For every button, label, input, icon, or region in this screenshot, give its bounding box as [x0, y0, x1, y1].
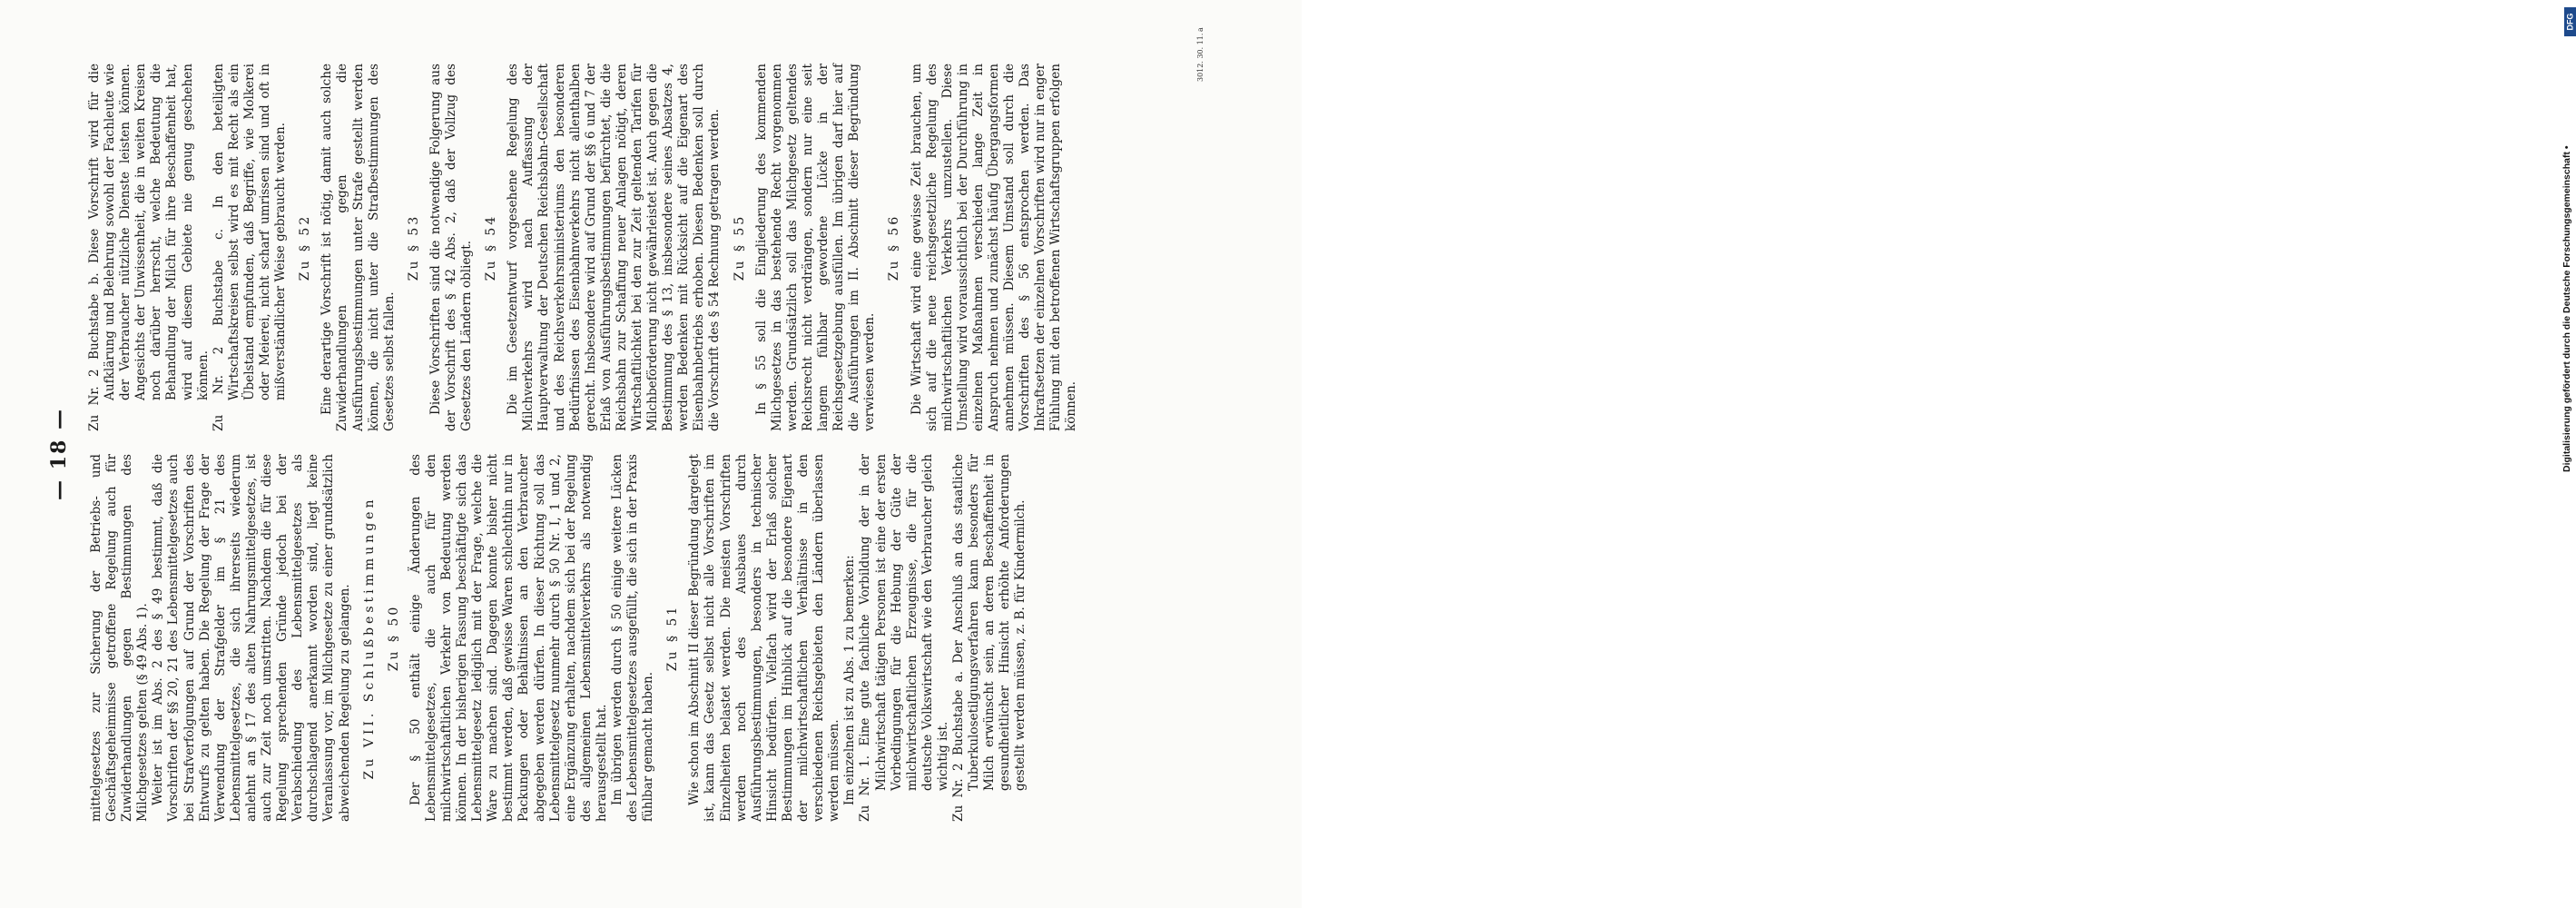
list-item: Zu Nr. 2 Buchstabe b. Diese Vorschrift wird für die Aufklärung und Belehrung sowohl der Fachleute wie der Verbraucher nützliche Dienste leisten können. Angesichts der Unwissenheit, die in weiten Kreisen noch darüber herrscht, welche Bedeutung die Behandlung der Milch für ihre Beschaffenheit hat, wird auf diesem Gebiete nie genug geschehen können.	[87, 64, 211, 431]
paragraph: Die im Gesetzentwurf vorgesehene Regelung des Milchverkehrs wird nach Auffassung der Hauptverwaltung der Deutschen Reichsbahn-Gesellschaft und des Reichsverkehrsministeriums den besonderen Bedürfnissen des Eisenbahnverkehrs nicht allenthalben gerecht. Insbesondere wird auf Grund der §§ 6 und 7 der Erlaß von Ausführungsbestimmungen befürchtet, die die Reichsbahn zur Schaffung neuer Anlagen nötigt, deren Wirtschaftlichkeit bei den zur Zeit geltenden Tarifen für Milchbeförderung nicht gewährleistet ist. Auch gegen die Bestimmung des § 13, insbesondere seines Absatzes 4, werden Bedenken mit Rücksicht auf die Eigenart des Eisenbahnbetriebs erhoben. Diesen Bedenken soll durch die Vorschrift des § 54 Rechnung getragen werden.	[506, 64, 723, 431]
print-code: 3012. 30. 11. a	[1196, 27, 1204, 82]
paragraph: Im einzelnen ist zu Abs. 1 zu bemerken:	[842, 555, 858, 805]
page-number: — 18 —	[47, 408, 71, 500]
dfg-logo-text: DFG	[2565, 13, 2575, 31]
dfg-attribution-strip	[1274, 0, 2575, 908]
document-page	[0, 0, 1271, 908]
paragraph: Die Wirtschaft wird eine gewisse Zeit brauchen, um sich auf die neue reichsgesetzliche Regelung des milchwirtschaftlichen Verkehrs umzustellen. Diese Umstellung wird voraussichtlich bei der Durchführung in einzelnen Maßnahmen verschieden lange Zeit in Anspruch nehmen und zunächst häufig Übergangsformen annehmen müssen. Diesem Umstand soll durch die Vorschriften des § 56 entsprochen werden. Das Inkraftsetzen der einzelnen Vorschriften wird nur in enger Fühlung mit den betroffenen Wirtschaftsgruppen erfolgen können.	[909, 64, 1079, 431]
right-text-column	[87, 64, 1080, 431]
subsection-heading: Zu § 55	[732, 213, 747, 281]
subsection-heading: Zu § 56	[887, 213, 902, 281]
list-item: Zu Nr. 2 Buchstabe a. Der Anschluß an das staatliche Tuberkulosetilgungsverfahren kann besonders für Milch erwünscht sein, an deren Beschaffenheit in gesundheitlicher Hinsicht erhöhte Anforderungen gestellt werden müssen, z. B. für Kindermilch.	[950, 454, 1028, 822]
paragraph: Eine derartige Vorschrift ist nötig, damit auch solche Zuwiderhandlungen gegen die Ausführungsbestimmungen unter Strafe gestellt werden können, die nicht unter die Strafbestimmungen des Gesetzes selbst fallen.	[320, 64, 397, 431]
list-item: Zu Nr. 1. Eine gute fachliche Vorbildung der in der Milchwirtschaft tätigen Personen ist eine der ersten Vorbedingungen für die Hebung der Güte der milchwirtschaftlichen Erzeugnisse, die für die deutsche Volkswirtschaft wie den Verbraucher gleich wichtig ist.	[858, 454, 950, 822]
list-item: Zu Nr. 2 Buchstabe c. In den beteiligten Wirtschaftskreisen selbst wird es mit Recht als ein Übelstand empfunden, daß Begriffe, wie Molkerei oder Meierei, nicht scharf umrissen sind und oft in mißverständlicher Weise gebraucht werden.	[211, 64, 289, 431]
paragraph: Diese Vorschriften sind die notwendige Folgerung aus der Vorschrift des § 42 Abs. 2, daß der Vollzug des Gesetzes den Ländern obliegt.	[428, 64, 475, 431]
subsection-heading: Zu § 52	[298, 213, 313, 281]
paragraph: Wie schon im Abschnitt II dieser Begründung dargelegt ist, kann das Gesetz selbst nicht alle Vorschriften im Einzelheiten belastet werden. Die meisten Vorschriften werden noch des Ausbaues durch Ausführungsbestimmungen, besonders in technischer Hinsicht bedürfen. Vielfach wird der Erlaß solcher Bestimmungen im Hinblick auf die besondere Eigenart der milchwirtschaftlichen Verhältnisse in den verschiedenen Reichsgebieten den Ländern überlassen werden müssen.	[687, 454, 842, 822]
paragraph: In § 55 soll die Eingliederung des kommenden Milchgesetzes in das bestehende Recht vorgenommen werden. Grundsätzlich soll das Milchgesetz geltendes Reichsrecht nicht verdrängen, sondern nur eine seit langem fühlbar gewordene Lücke in der Reichsgesetzgebung ausfüllen. Im übrigen darf hier auf die Ausführungen im II. Abschnitt dieser Begründung verwiesen werden.	[753, 64, 878, 431]
dfg-attribution-text: Digitalisierung gefördert durch die Deutsche Forschungsgemeinschaft •	[2561, 145, 2572, 472]
subsection-heading: Zu § 54	[484, 213, 499, 281]
section-heading: Zu VII. Schlußbestimmungen	[361, 496, 377, 780]
dfg-logo	[2564, 7, 2576, 36]
paragraph: Im übrigen werden durch § 50 einige weitere Lücken des Lebensmittelgesetzes ausgefüllt, die sich in der Praxis fühlbar gemacht haben.	[610, 454, 656, 822]
paragraph: Weiter ist im Abs. 2 des § 49 bestimmt, daß die Vorschriften der §§ 20, 21 des Lebensmittelgesetzes auch bei Strafverfolgungen auf Grund der Vorschriften des Entwurfs zu gelten haben. Die Regelung der Frage der Verwendung der Strafgelder im § 21 des Lebensmittelgesetzes, die sich ihrerseits wiederum anlehnt an § 17 des alten Nahrungsmittelgesetzes, ist auch zur Zeit noch umstritten. Nachdem die für diese Regelung sprechenden Gründe jedoch bei der Verabschiedung des Lebensmittelgesetzes als durchschlagend anerkannt worden sind, liegt keine Veranlassung vor, im Milchgesetze zu einer grundsätzlich abweichenden Regelung zu gelangen.	[151, 454, 352, 822]
subsection-heading: Zu § 51	[665, 604, 681, 672]
left-text-column	[89, 454, 1028, 822]
subsection-heading: Zu § 50	[386, 604, 401, 672]
paragraph: Der § 50 enthält einige Änderungen des Lebensmittelgesetzes, die auch für den milchwirtschaftlichen Verkehr von Bedeutung werden können. In der bisherigen Fassung beschäftigte sich das Lebensmittelgesetz lediglich mit der Frage, welche die Ware zu machen sind. Dagegen konnte bisher nicht bestimmt werden, daß gewisse Waren schlechthin nur in Packungen oder Behältnissen an den Verbraucher abgegeben werden dürfen. In dieser Richtung soll das Lebensmittelgesetz nunmehr durch § 50 Nr. I, 1 und 2, eine Ergänzung erhalten, nachdem sich bei der Regelung des allgemeinen Lebensmittelverkehrs als notwendig herausgestellt hat.	[408, 454, 609, 822]
subsection-heading: Zu § 53	[406, 213, 421, 281]
paragraph: mittelgesetzes zur Sicherung der Betriebs- und Geschäftsgeheimnisse getroffene Regelung auch für Zuwiderhandlungen gegen Bestimmungen des Milchgesetzes gelten (§ 49 Abs. 1).	[89, 454, 151, 822]
